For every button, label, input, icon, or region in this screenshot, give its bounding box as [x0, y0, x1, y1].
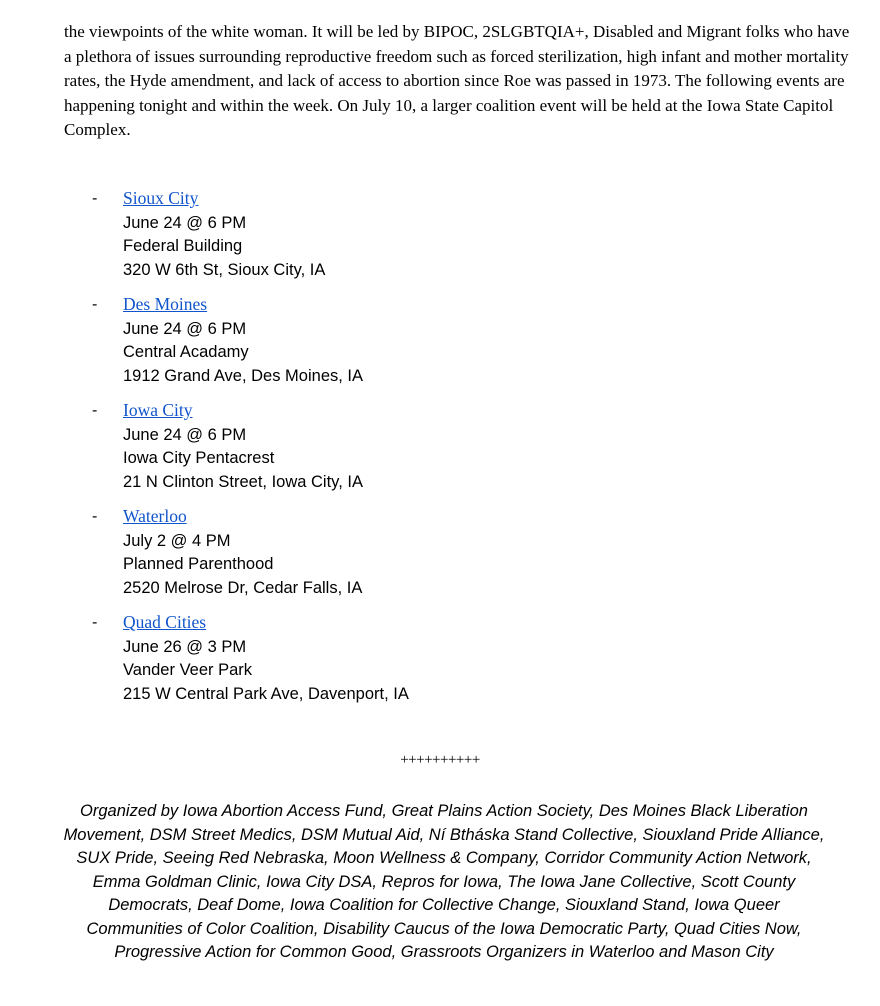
- bullet-dash: -: [92, 296, 98, 313]
- event-venue: Federal Building: [123, 237, 243, 255]
- event-datetime: June 26 @ 3 PM: [123, 637, 247, 656]
- event-address: 215 W Central Park Ave, Davenport, IA: [123, 684, 409, 703]
- event-link-iowa-city[interactable]: Iowa City: [123, 400, 193, 420]
- section-divider: ++++++++++: [400, 752, 480, 768]
- event-venue: Iowa City Pentacrest: [123, 449, 275, 467]
- bullet-dash: -: [92, 508, 98, 525]
- intro-paragraph: the viewpoints of the white woman. It will be led by BIPOC, 2SLGBTQIA+, Disabled and Migrant folks who have a plethora of issues surrounding reproductive freedom such as forced sterilization, high infant and mother mortality rates, the Hyde amendment, and lack of access to abortion since Roe was passed in 1973. The following events are happening tonight and within the week. On July 10, a larger coalition event will be held at the Iowa State Capitol Complex.: [64, 22, 850, 139]
- list-item: [92, 399, 409, 494]
- event-venue: Planned Parenthood: [123, 555, 274, 573]
- event-link-quad-cities[interactable]: Quad Cities: [123, 612, 207, 632]
- event-link-waterloo[interactable]: Waterloo: [123, 506, 187, 526]
- event-address: 21 N Clinton Street, Iowa City, IA: [123, 472, 363, 491]
- list-item: [92, 293, 409, 388]
- bullet-dash: -: [92, 402, 98, 419]
- bullet-dash: -: [92, 190, 98, 207]
- event-list: [92, 187, 409, 717]
- event-venue: Central Acadamy: [123, 343, 249, 361]
- event-address: 2520 Melrose Dr, Cedar Falls, IA: [123, 578, 363, 597]
- event-address: 1912 Grand Ave, Des Moines, IA: [123, 366, 363, 385]
- event-address: 320 W 6th St, Sioux City, IA: [123, 260, 326, 279]
- list-item: [92, 187, 409, 282]
- list-item: [92, 505, 409, 600]
- bullet-dash: -: [92, 614, 98, 631]
- list-item: [92, 611, 409, 706]
- event-venue: Vander Veer Park: [123, 661, 253, 679]
- event-datetime: June 24 @ 6 PM: [123, 319, 247, 338]
- event-datetime: July 2 @ 4 PM: [123, 531, 231, 550]
- event-datetime: June 24 @ 6 PM: [123, 425, 247, 444]
- event-datetime: June 24 @ 6 PM: [123, 213, 247, 232]
- event-link-sioux-city[interactable]: Sioux City: [123, 188, 199, 208]
- event-link-des-moines[interactable]: Des Moines: [123, 294, 208, 314]
- organizers-paragraph: Organized by Iowa Abortion Access Fund, Great Plains Action Society, Des Moines Black Liberation Movement, DSM Street Medics, DSM Mutual Aid, Ní Btháska Stand Collective, Siouxland Pride Alliance, SUX Pride, Seeing Red Nebraska, Moon Wellness & Company, Corridor Community Action Network, Emma Goldman Clinic, Iowa City DSA, Repros for Iowa, The Iowa Jane Collective, Scott County Democrats, Deaf Dome, Iowa Coalition for Collective Change, Siouxland Stand, Iowa Queer Communities of Color Coalition, Disability Caucus of the Iowa Democratic Party, Quad Cities Now, Progressive Action for Common Good, Grassroots Organizers in Waterloo and Mason City: [63, 802, 825, 961]
